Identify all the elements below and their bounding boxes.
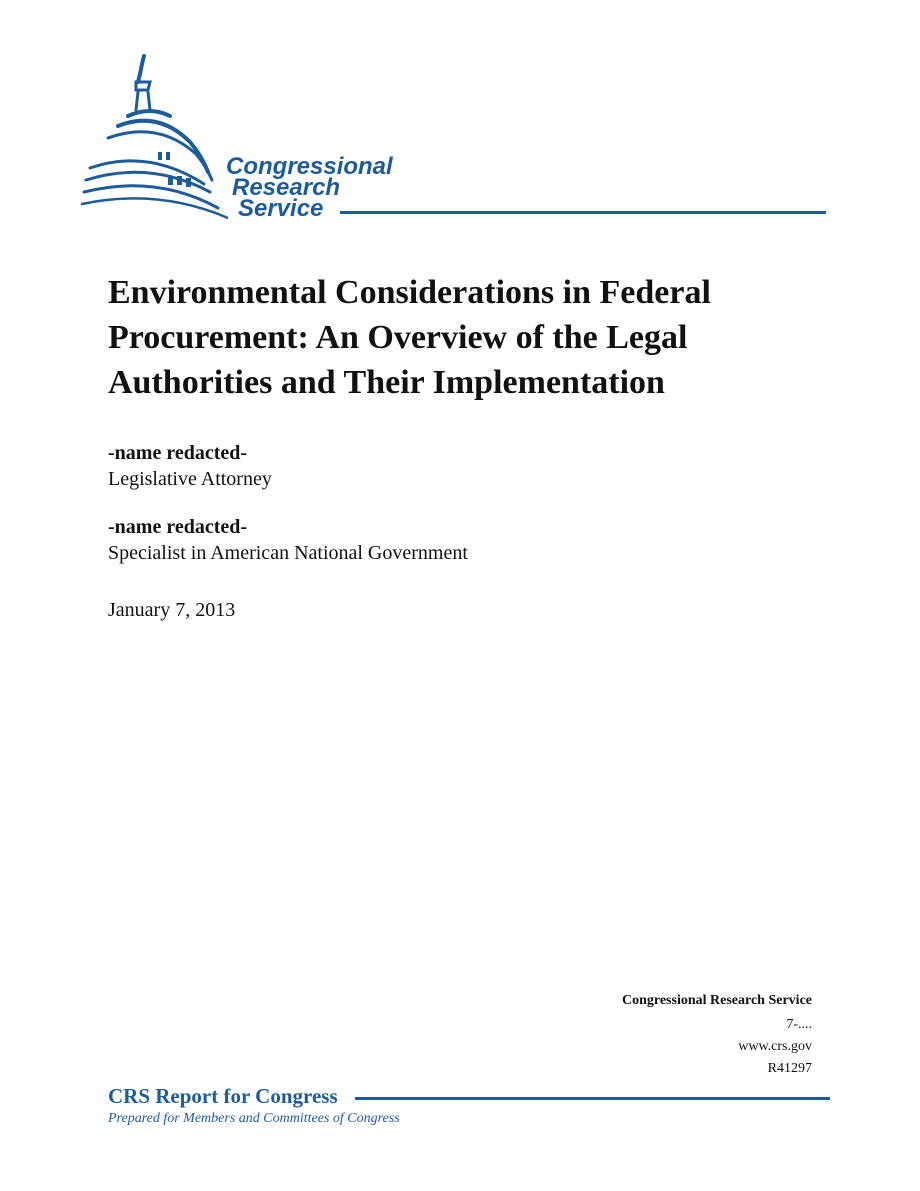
author-name: -name redacted- [108,516,248,538]
report-title: Environmental Considerations in Federal Procurement: An Overview of the Legal Authorities and Their Implementation [108,274,711,401]
author-name: -name redacted- [108,442,248,464]
report-date: January 7, 2013 [108,599,236,621]
footer-divider [355,1097,830,1100]
publisher-info [622,990,812,1080]
crs-logo [78,52,838,227]
report-number: R41297 [767,1061,812,1076]
publisher-website[interactable]: www.crs.gov [738,1039,812,1054]
author-role: Specialist in American National Government [108,542,468,564]
author-block-1 [108,440,272,492]
logo-line-3: Service [238,195,324,222]
capitol-dome-icon [78,52,228,227]
publisher-org: Congressional Research Service [621,993,812,1008]
logo-line-1: Congressional [226,153,393,180]
footer-subtitle: Prepared for Members and Committees of Congress [108,1111,400,1126]
logo-divider [340,211,826,214]
logo-line-2: Research [232,174,341,201]
author-block-2 [108,514,468,566]
author-role: Legislative Attorney [108,468,272,490]
publisher-code: 7-.... [786,1017,812,1032]
logo-wordmark [226,153,393,222]
footer-title: CRS Report for Congress [108,1084,338,1108]
